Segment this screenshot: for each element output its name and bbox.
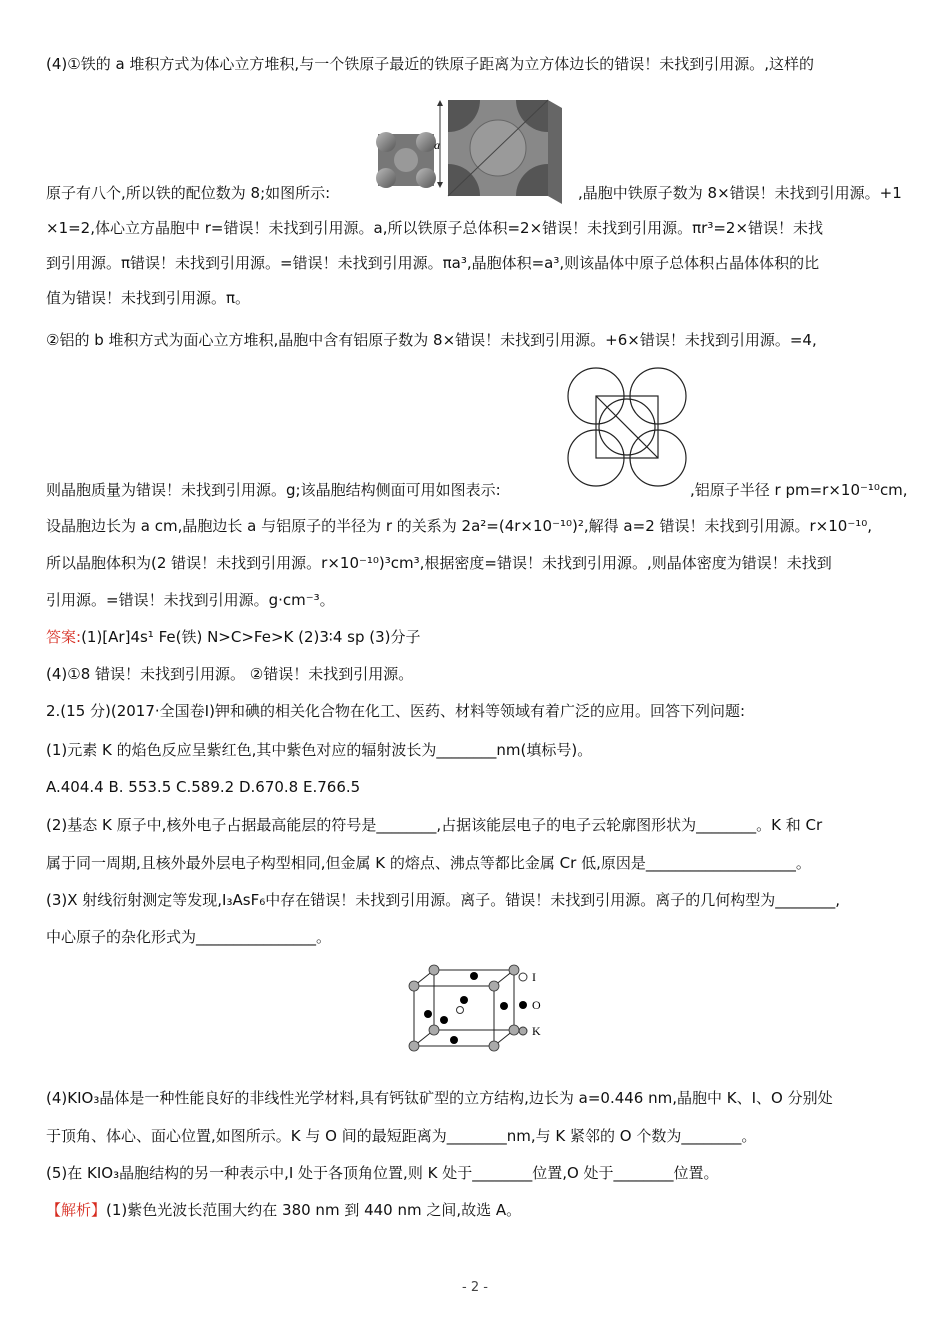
text-line: ,铝原子半径 r pm=r×10⁻¹⁰cm,	[690, 481, 908, 499]
text-line: (4)①铁的 a 堆积方式为体心立方堆积,与一个铁原子最近的铁原子距离为立方体边长的错误！未找到引用源。,这样的	[46, 55, 814, 73]
text-line: 值为错误！未找到引用源。π。	[46, 289, 251, 307]
text-line: ,晶胞中铁原子数为 8×错误！未找到引用源。+1	[578, 184, 902, 202]
text-line: (3)X 射线衍射测定等发现,I₃AsF₆中存在错误！未找到引用源。离子。错误！未找到引用源。离子的几何构型为________,	[46, 891, 840, 909]
text-line: (1)元素 K 的焰色反应呈紫红色,其中紫色对应的辐射波长为________nm(填标号)。	[46, 741, 593, 759]
analysis-label: 【解析】	[46, 1201, 107, 1219]
question-title: 2.(15 分)(2017·全国卷Ⅰ)钾和碘的相关化合物在化工、医药、材料等领域有着广泛的应用。回答下列问题:	[46, 702, 745, 720]
text-line: 到引用源。π错误！未找到引用源。=错误！未找到引用源。πa³,晶胞体积=a³,则该晶体中原子总体积占晶体体积的比	[46, 254, 820, 272]
text-line: (2)基态 K 原子中,核外电子占据最高能层的符号是________,占据该能层电子的电子云轮廓图形状为________。K 和 Cr	[46, 816, 823, 834]
small-cube-image	[376, 132, 436, 188]
text-line: 则晶胞质量为错误！未找到引用源。g;该晶胞结构侧面可用如图表示:	[46, 481, 501, 499]
legend-label-i: I	[532, 970, 536, 984]
cut-cube-image	[448, 100, 562, 204]
lattice-label: a	[434, 138, 440, 152]
text-line: (4)KIO₃晶体是一种性能良好的非线性光学材料,具有钙钛矿型的立方结构,边长为 a=0.446 nm,晶胞中 K、I、O 分别处	[46, 1089, 833, 1107]
answer-label: 答案:	[46, 628, 82, 646]
text-line: 于顶角、体心、面心位置,如图所示。K 与 O 间的最短距离为________nm,与 K 紧邻的 O 个数为________。	[46, 1127, 757, 1145]
options-line: A.404.4 B. 553.5 C.589.2 D.670.8 E.766.5	[46, 778, 361, 796]
text-line: ②铝的 b 堆积方式为面心立方堆积,晶胞中含有铝原子数为 8×错误！未找到引用源。+6×错误！未找到引用源。=4,	[46, 331, 817, 349]
text-line: 属于同一周期,且核外最外层电子构型相同,但金属 K 的熔点、沸点等都比金属 Cr 低,原因是____________________。	[46, 854, 811, 872]
legend-label-o: O	[532, 998, 541, 1012]
text-line: 原子有八个,所以铁的配位数为 8;如图所示:	[46, 184, 331, 202]
text-line: (5)在 KIO₃晶胞结构的另一种表示中,I 处于各顶角位置,则 K 处于________位置,O 处于________位置。	[46, 1164, 719, 1182]
text-line: 中心原子的杂化形式为________________。	[46, 928, 332, 946]
kio3-crystal-figure	[400, 960, 560, 1060]
legend-label-k: K	[532, 1024, 541, 1038]
text-line: ×1=2,体心立方晶胞中 r=错误！未找到引用源。a,所以铁原子总体积=2×错误！未找到引用源。πr³=2×错误！未找	[46, 219, 824, 237]
text-line: 设晶胞边长为 a cm,晶胞边长 a 与铝原子的半径为 r 的关系为 2a²=(4r×10⁻¹⁰)²,解得 a=2 错误！未找到引用源。r×10⁻¹⁰,	[46, 517, 873, 535]
text-line: 引用源。=错误！未找到引用源。g·cm⁻³。	[46, 591, 335, 609]
bcc-packing-figure	[372, 94, 572, 204]
text-line: 所以晶胞体积为(2 错误！未找到引用源。r×10⁻¹⁰)³cm³,根据密度=错误！未找到引用源。,则晶体密度为错误！未找到	[46, 554, 832, 572]
analysis-line: 【解析】(1)紫色光波长范围大约在 380 nm 到 440 nm 之间,故选 A。	[46, 1201, 522, 1219]
answer-line: 答案:(1)[Ar]4s¹ Fe(铁) N>C>Fe>K (2)3∶4 sp (3)分子	[46, 628, 421, 646]
text-line: (4)①8 错误！未找到引用源。 ②错误！未找到引用源。	[46, 665, 414, 683]
fcc-face-figure	[566, 366, 688, 488]
page-number: - 2 -	[462, 1280, 488, 1295]
